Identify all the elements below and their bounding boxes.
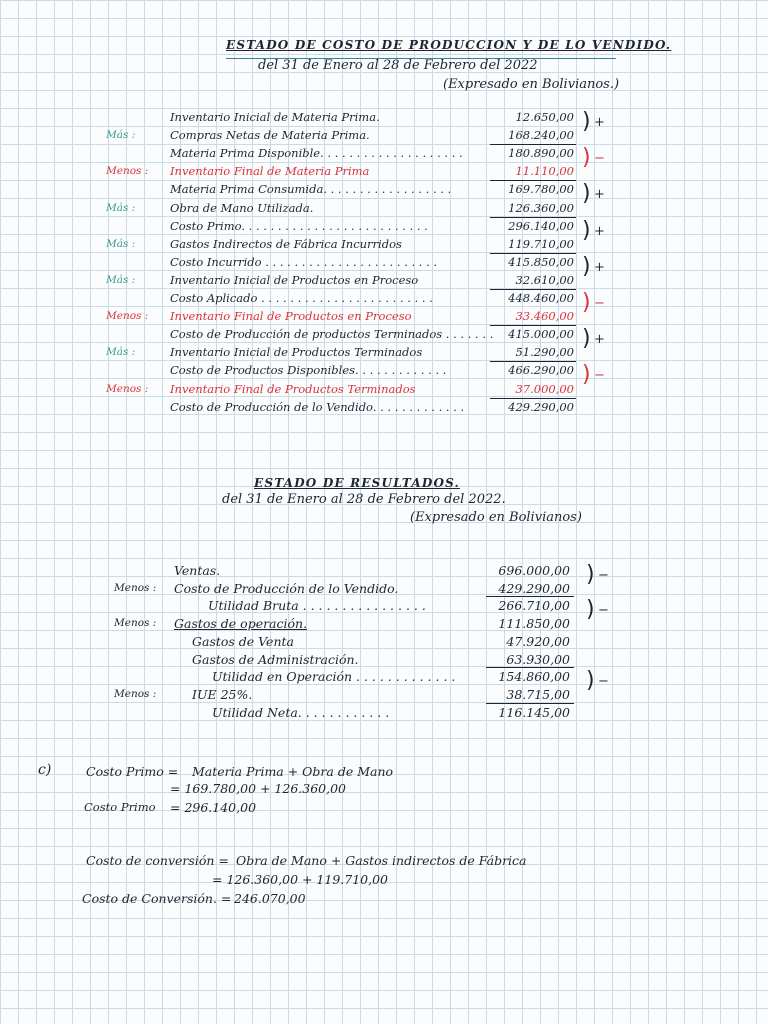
costo-conversion-formula: Obra de Mano + Gastos indirectos de Fábrica: [236, 853, 527, 868]
row-label: Costo de Productos Disponibles. . . . . . . . . . . . .: [170, 363, 447, 378]
subtotal-rule: [490, 398, 576, 399]
subtotal-rule: [490, 325, 576, 326]
row-value: 38.715,00: [506, 686, 570, 702]
costo-primo-substitution: = 169.780,00 + 126.360,00: [170, 781, 347, 796]
part-c-marker: c): [38, 762, 52, 778]
row-label: Gastos de Venta: [192, 633, 294, 649]
costo-primo-result: = 296.140,00: [170, 800, 257, 815]
costo-conversion-result: 246.070,00: [234, 891, 306, 906]
brace-icon: ): [582, 217, 591, 243]
subtotal-rule: [486, 596, 574, 597]
brace-icon: ): [586, 597, 595, 623]
row-prefix: Más :: [106, 129, 136, 142]
row-label: Obra de Mano Utilizada.: [170, 200, 314, 215]
brace-icon: ): [582, 362, 591, 388]
row-label: Gastos de Administración.: [192, 651, 359, 667]
subtotal-rule: [486, 667, 574, 668]
subtotal-rule: [490, 217, 576, 218]
row-value: 33.460,00: [515, 309, 574, 324]
row-label: Costo Aplicado . . . . . . . . . . . . . . . . . . . . . . . .: [170, 291, 433, 305]
resultados-period: del 31 de Enero al 28 de Febrero del 2022.: [222, 492, 506, 507]
row-value: 169.780,00: [508, 182, 574, 197]
row-prefix: Más :: [106, 201, 136, 214]
row-label: Costo de Producción de productos Terminados . . . . . . .: [170, 327, 494, 342]
operation-sign: +: [594, 223, 605, 239]
costo-primo-formula: Materia Prima + Obra de Mano: [192, 764, 394, 779]
row-value: 696.000,00: [498, 563, 570, 578]
row-label: Utilidad en Operación . . . . . . . . . . . . .: [212, 669, 456, 685]
row-label: Materia Prima Consumida. . . . . . . . . . . . . . . . . .: [170, 182, 452, 197]
brace-icon: ): [582, 109, 591, 134]
row-value: 37.000,00: [515, 381, 574, 396]
row-value: 296.140,00: [508, 218, 574, 233]
row-value: 266.710,00: [498, 598, 570, 614]
subtotal-rule: [490, 253, 576, 254]
brace-icon: ): [586, 668, 595, 694]
costo-primo-formula-label: Costo Primo =: [86, 764, 179, 779]
row-label: Inventario Final de Materia Prima: [170, 164, 370, 179]
brace-icon: ): [586, 562, 595, 587]
operation-sign: +: [594, 115, 605, 130]
row-label: Utilidad Neta. . . . . . . . . . . .: [212, 704, 390, 720]
operation-sign: +: [594, 187, 605, 203]
operation-sign: −: [594, 296, 605, 311]
row-label: Costo Primo. . . . . . . . . . . . . . . . . . . . . . . . . .: [170, 218, 428, 233]
costo-conversion-result-label: Costo de Conversión. =: [82, 891, 232, 906]
row-value: 154.860,00: [498, 669, 570, 685]
operation-sign: +: [594, 332, 605, 348]
operation-sign: −: [594, 368, 605, 384]
row-label: Ventas.: [174, 563, 221, 578]
operation-sign: −: [598, 603, 609, 619]
subtotal-rule: [490, 289, 576, 290]
row-value: 448.460,00: [508, 291, 574, 305]
row-label: Inventario Inicial de Materia Prima.: [170, 110, 380, 124]
row-prefix: Más :: [106, 237, 136, 250]
row-label: Inventario Inicial de Productos Terminados: [170, 345, 423, 360]
row-value: 63.930,00: [506, 651, 570, 667]
brace-icon: ): [582, 181, 591, 207]
row-label: Materia Prima Disponible. . . . . . . . . . . . . . . . . . . .: [170, 146, 463, 161]
row-value: 415.850,00: [508, 254, 574, 269]
row-label: Inventario Final de Productos Terminados: [170, 381, 416, 396]
brace-icon: ): [582, 253, 591, 279]
costo-primo-result-label: Costo Primo: [84, 800, 156, 814]
operation-sign: −: [594, 151, 605, 167]
costo-currency: (Expresado en Bolivianos.): [443, 77, 620, 92]
row-label: Gastos Indirectos de Fábrica Incurridos: [170, 236, 402, 251]
row-prefix: Menos :: [106, 310, 149, 323]
row-label: Costo de Producción de lo Vendido.: [174, 580, 399, 596]
costo-conversion-formula-label: Costo de conversión =: [86, 853, 229, 868]
subtotal-rule: [490, 144, 576, 145]
row-prefix: Más :: [106, 346, 136, 359]
row-value: 415.000,00: [508, 327, 574, 342]
row-value: 47.920,00: [506, 633, 570, 649]
operation-sign: −: [598, 568, 609, 583]
row-label: Gastos de operación.: [174, 616, 308, 632]
row-label: Inventario Final de Productos en Proceso: [170, 309, 412, 324]
row-value: 180.890,00: [508, 146, 574, 161]
row-value: 12.650,00: [515, 110, 574, 124]
row-label: Inventario Inicial de Productos en Proceso: [170, 272, 419, 287]
row-value: 32.610,00: [515, 272, 574, 287]
row-value: 116.145,00: [498, 704, 570, 720]
row-prefix: Menos :: [114, 617, 157, 630]
row-value: 429.290,00: [498, 580, 570, 596]
operation-sign: +: [594, 259, 605, 275]
row-prefix: Menos :: [114, 581, 157, 594]
row-value: 429.290,00: [508, 399, 574, 414]
costo-period: del 31 de Enero al 28 de Febrero del 2022: [258, 58, 538, 73]
costo-conversion-substitution: = 126.360,00 + 119.710,00: [212, 872, 389, 887]
row-value: 119.710,00: [508, 236, 574, 251]
brace-icon: ): [582, 290, 591, 315]
row-value: 126.360,00: [508, 200, 574, 215]
row-label: Costo de Producción de lo Vendido. . . . . . . . . . . . .: [170, 399, 465, 414]
row-value: 466.290,00: [508, 363, 574, 378]
row-value: 11.110,00: [515, 164, 574, 179]
row-label: Utilidad Bruta . . . . . . . . . . . . . . . .: [208, 598, 426, 614]
subtotal-rule: [490, 361, 576, 362]
row-value: 168.240,00: [508, 128, 574, 143]
row-label: Compras Netas de Materia Prima.: [170, 128, 370, 143]
subtotal-rule: [490, 180, 576, 181]
row-label: Costo Incurrido . . . . . . . . . . . . . . . . . . . . . . . .: [170, 254, 438, 269]
resultados-title: ESTADO DE RESULTADOS.: [254, 476, 460, 490]
row-value: 111.850,00: [498, 616, 570, 632]
row-prefix: Más :: [106, 273, 136, 286]
costo-title: ESTADO DE COSTO DE PRODUCCION Y DE LO VENDIDO.: [226, 38, 672, 52]
row-value: 51.290,00: [515, 345, 574, 360]
row-label: IUE 25%.: [192, 686, 253, 702]
brace-icon: ): [582, 326, 591, 352]
brace-icon: ): [582, 145, 591, 171]
operation-sign: −: [598, 674, 609, 690]
row-prefix: Menos :: [106, 165, 149, 178]
row-prefix: Menos :: [114, 687, 157, 700]
subtotal-rule: [486, 703, 574, 704]
resultados-currency: (Expresado en Bolivianos): [410, 510, 582, 525]
row-prefix: Menos :: [106, 382, 149, 395]
